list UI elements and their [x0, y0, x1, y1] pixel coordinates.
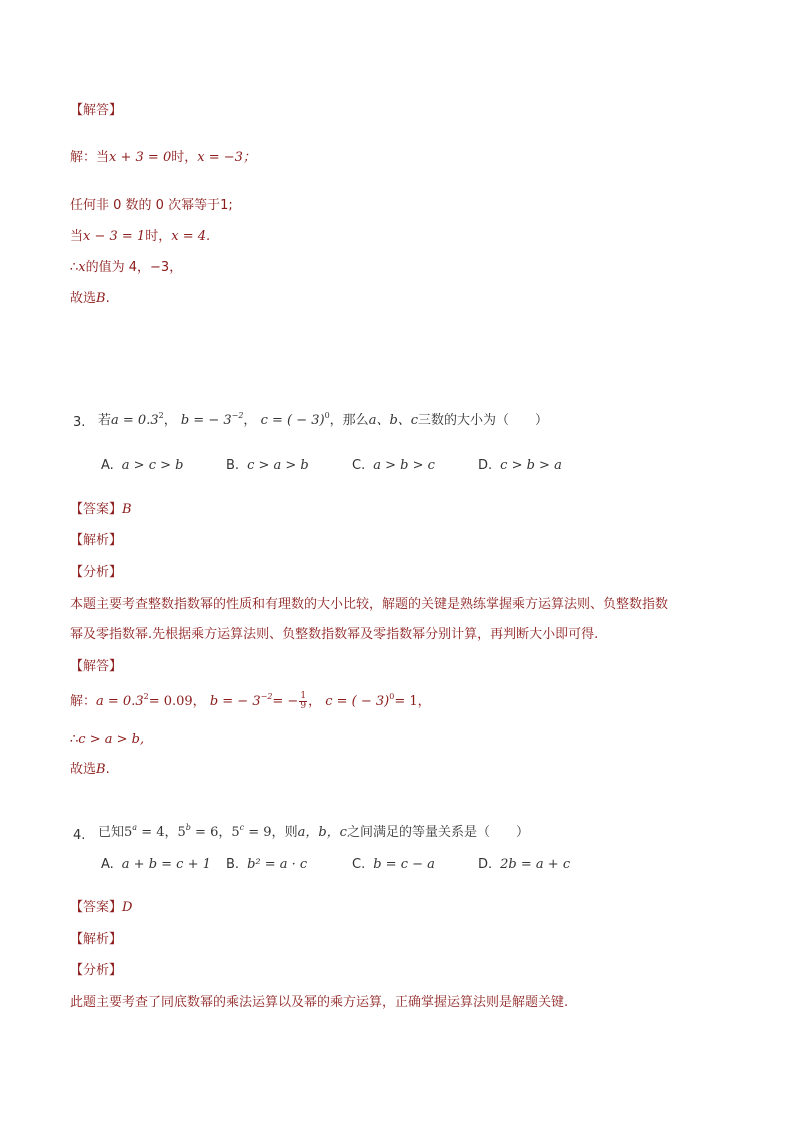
q3-analysis-line1: 本题主要考查整数指数幂的性质和有理数的大小比较，解题的关键是熟练掌握乘方运算法则、负整数指数: [70, 597, 669, 612]
heading-solution-prev: 【解答】: [70, 103, 123, 118]
q3-order: ∴c > a > b,: [70, 732, 145, 747]
q3-option-c[interactable]: C. a > b > c: [352, 458, 435, 473]
q3-stem: 若$a = 0.3^2$， b = − $3^{-2}$， c = ( − 3)$^0$，那么a、b、c三数的大小为（ ）: [98, 411, 549, 428]
q3-option-b[interactable]: B. c > a > b: [226, 458, 309, 473]
q4-heading-explanation: 【解析】: [70, 932, 123, 947]
q4-number: 4.: [73, 828, 86, 843]
q3-answer: 【答案】B: [70, 502, 132, 517]
q3-analysis-line2: 幂及零指数幂.先根据乘方运算法则、负整数指数幂及零指数幂分别计算，再判断大小即可得.: [70, 627, 599, 642]
q3-number: 3.: [73, 415, 86, 430]
q3-heading-solution: 【解答】: [70, 659, 123, 674]
prev-conclusion: ∴x的值为 4，−3，: [70, 260, 183, 275]
q3-choice: 故选B.: [70, 762, 110, 777]
q3-option-a[interactable]: A. a > c > b: [101, 458, 184, 473]
q3-heading-analysis: 【分析】: [70, 565, 123, 580]
q4-option-c[interactable]: C. b = c − a: [352, 857, 435, 872]
q4-option-b[interactable]: B. b² = a · c: [226, 857, 308, 872]
q4-analysis: 此题主要考查了同底数幂的乘法运算以及幂的乘方运算，正确掌握运算法则是解题关键.: [70, 995, 569, 1010]
q4-option-a[interactable]: A. a + b = c + 1: [101, 857, 211, 872]
q4-option-d[interactable]: D. 2b = a + c: [478, 857, 571, 872]
fraction-one-ninth: $\frac{1}{9}$: [300, 691, 307, 711]
q4-stem: 已知$5^a = 4$，$5^b = 6$，$5^c = 9$，则a，b，c之间满足的等量关系是（ ）: [98, 823, 529, 840]
q3-option-d[interactable]: D. c > b > a: [478, 458, 562, 473]
prev-choice: 故选B.: [70, 291, 110, 306]
q4-answer: 【答案】D: [70, 900, 133, 915]
prev-solution-line1: 解：当x + 3 = 0时，x = −3；: [70, 150, 256, 165]
q4-heading-analysis: 【分析】: [70, 963, 123, 978]
q3-solution-line1: 解：$a = 0.3^2= 0.09$， b = − $3^{-2}=$ − $\frac{1}{9}$ ， c = ( − 3)$^0$= 1，: [70, 691, 431, 711]
prev-solution-line2: 当x − 3 = 1时，x = 4.: [70, 229, 211, 244]
q3-heading-explanation: 【解析】: [70, 533, 123, 548]
prev-power-rule: 任何非 0 数的 0 次幂等于1;: [70, 198, 233, 213]
